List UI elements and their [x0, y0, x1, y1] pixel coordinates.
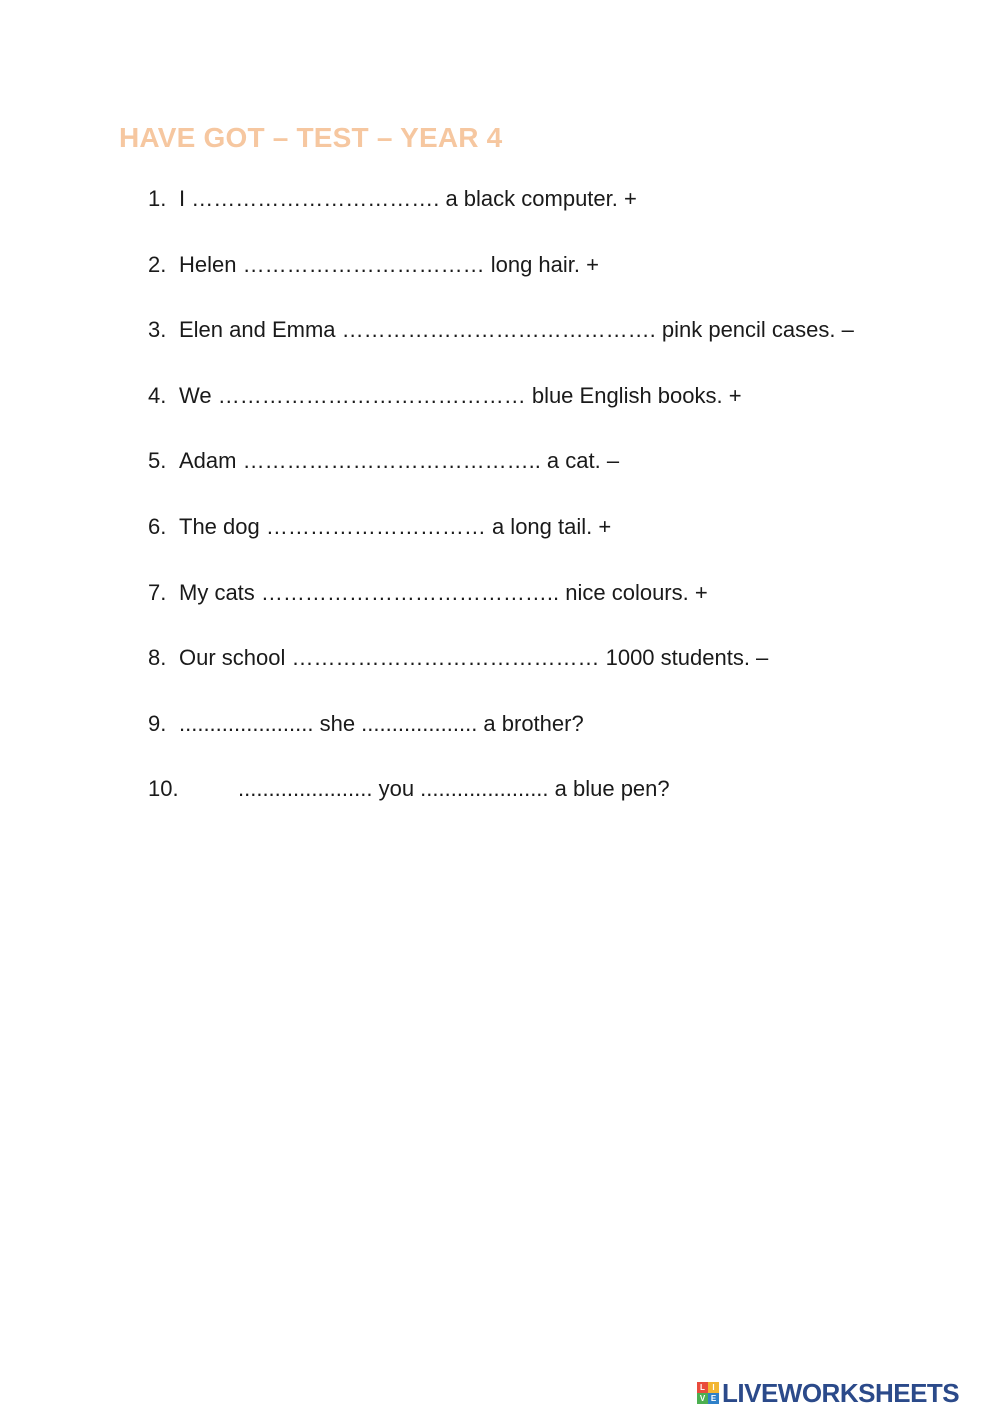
- exercise-item-4: [148, 380, 854, 446]
- item-number: 5.: [148, 448, 167, 474]
- exercise-item-3: [148, 314, 854, 380]
- item-number: 6.: [148, 513, 167, 539]
- liveworksheets-logo[interactable]: [697, 1378, 959, 1408]
- item-text: I ……………………………. a black computer. +: [179, 186, 637, 211]
- exercise-item-5: [148, 445, 854, 511]
- exercise-item-8: [148, 642, 854, 708]
- exercise-item-10: [148, 773, 854, 839]
- item-number: 2.: [148, 251, 167, 277]
- exercise-item-1: [148, 183, 854, 249]
- item-text: ...................... you ..................... a blue pen?: [238, 776, 670, 802]
- liveworksheets-brand-text: LIVEWORKSHEETS: [722, 1377, 960, 1408]
- logo-letter-v: V: [697, 1393, 708, 1404]
- item-number: 3.: [148, 317, 167, 343]
- item-text: Elen and Emma ……………………………………. pink pencil cases. –: [179, 317, 854, 343]
- exercise-item-6: [148, 511, 854, 577]
- item-text: Our school …………………………………… 1000 students. –: [179, 645, 769, 671]
- item-text: Helen …………………………… long hair. +: [179, 251, 599, 277]
- item-text: Adam ………………………………….. a cat. –: [179, 448, 620, 474]
- logo-letter-i: I: [708, 1382, 719, 1393]
- liveworksheets-logo-icon: [697, 1382, 719, 1404]
- item-number: 7.: [148, 579, 167, 605]
- worksheet-title: HAVE GOT – TEST – YEAR 4: [119, 122, 503, 153]
- item-number: 8.: [148, 645, 167, 671]
- item-number: 4.: [148, 382, 167, 408]
- logo-letter-e: E: [708, 1393, 719, 1404]
- item-text: The dog ………………………… a long tail. +: [179, 513, 612, 539]
- item-number: 9.: [148, 710, 167, 736]
- exercise-item-2: [148, 249, 854, 315]
- exercise-item-7: [148, 577, 854, 643]
- exercise-item-9: [148, 708, 854, 774]
- item-number: 10.: [148, 776, 179, 802]
- item-number: 1.: [148, 186, 167, 211]
- item-text: ...................... she ................... a brother?: [179, 710, 584, 736]
- logo-letter-l: L: [697, 1382, 708, 1393]
- item-text: We …………………………………… blue English books. +: [179, 382, 742, 408]
- item-text: My cats ………………………………….. nice colours. +: [179, 579, 708, 605]
- exercise-list: [148, 183, 854, 839]
